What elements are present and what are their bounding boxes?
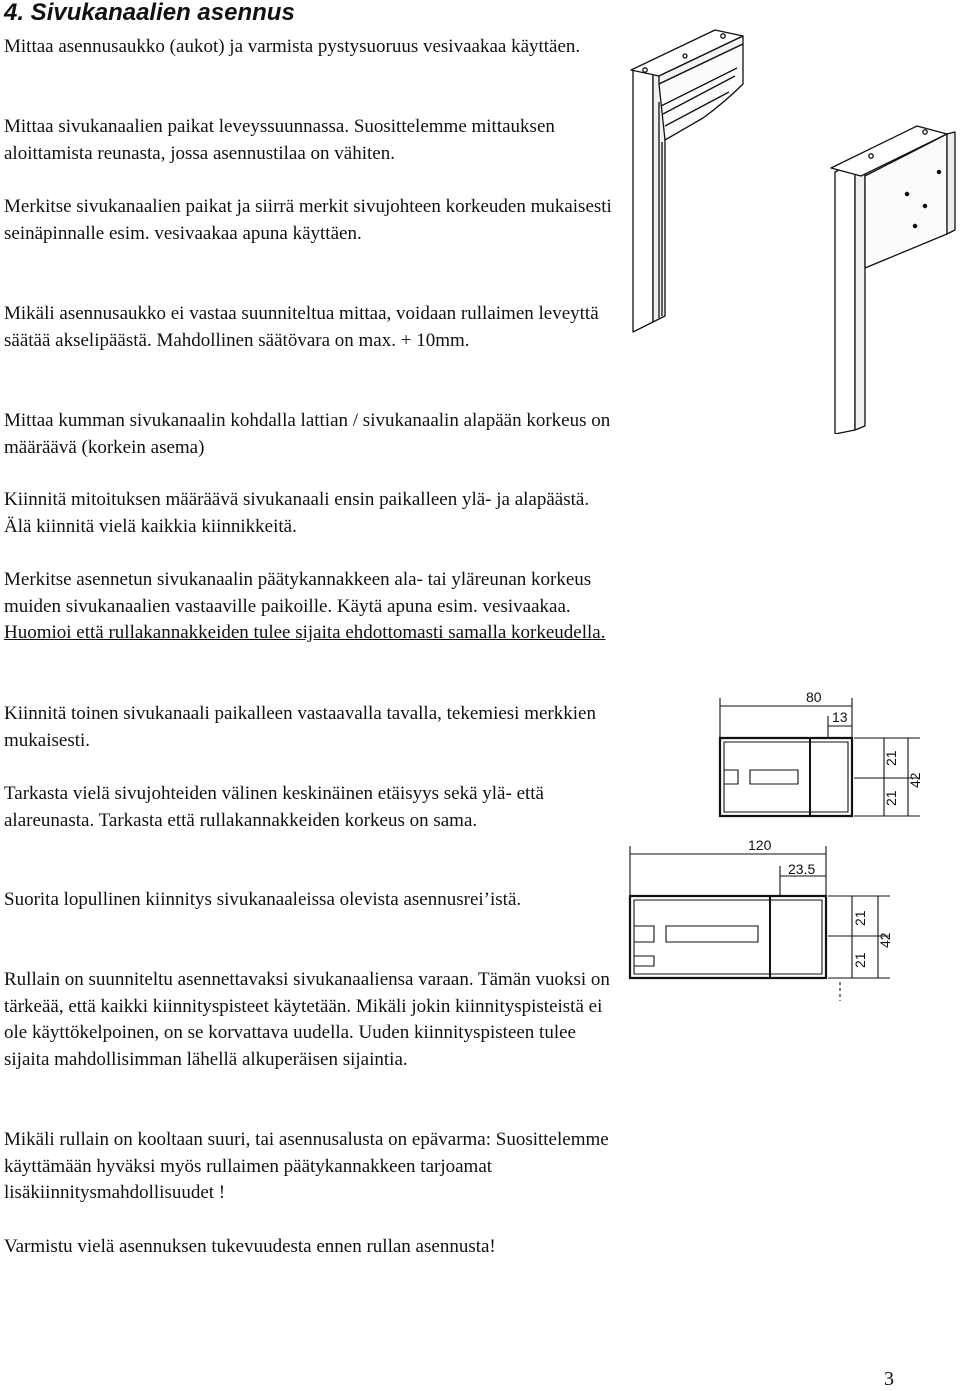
- page-number: 3: [884, 1368, 894, 1390]
- profile-large-offset: 23.5: [788, 861, 816, 877]
- instruction-paragraph: Tarkasta vielä sivujohteiden välinen keskinäinen etäisyys sekä ylä- että alareunasta. Tarkasta että rullakannakkeiden korkeus on sama.: [4, 783, 544, 831]
- profile-large-height: 42: [877, 932, 893, 948]
- profile-small-upper: 21: [883, 750, 899, 766]
- profile-small-height: 42: [907, 772, 923, 788]
- instruction-paragraph: Rullain on suunniteltu asennettavaksi sivukanaaliensa varaan. Tämän vuoksi on tärkeää, että kaikki kiinnityspisteet käytetään. Mikäli jokin kiinnityspisteistä ei ole käyttökelpoinen, on se korvattava uudella. Uuden kiinnityspisteen tulee sijaita mahdollisimman lähellä alkuperäisen sijaintia.: [4, 969, 610, 1070]
- profile-small-lower: 21: [883, 790, 899, 806]
- instruction-paragraph: Mittaa asennusaukko (aukot) ja varmista pystysuoruus vesivaakaa käyttäen.: [4, 36, 581, 57]
- section-heading: 4. Sivukanaalien asennus: [4, 0, 295, 26]
- profile-small-offset: 13: [832, 709, 848, 725]
- profile-large-lower: 21: [852, 952, 868, 968]
- profile-large-upper: 21: [852, 910, 868, 926]
- instruction-paragraph: Varmistu vielä asennuksen tukevuudesta ennen rullan asennusta!: [4, 1236, 496, 1257]
- instruction-paragraph: Mittaa kumman sivukanaalin kohdalla lattian / sivukanaalin alapään korkeus on määräävä (korkein asema): [4, 410, 611, 458]
- instruction-paragraph: Merkitse sivukanaalien paikat ja siirrä merkit sivujohteen korkeuden mukaisesti seinäpinnalle esim. vesivaakaa apuna käyttäen.: [4, 196, 612, 244]
- profile-small-width: 80: [806, 689, 822, 705]
- channel-profile-drawings: [620, 686, 960, 1006]
- emphasis-note: Huomioi että rullakannakkeiden tulee sijaita ehdottomasti samalla korkeudella.: [4, 622, 606, 644]
- instruction-paragraph: Kiinnitä mitoituksen määräävä sivukanaali ensin paikalleen ylä- ja alapäästä. Älä kiinnitä vielä kaikkia kiinnikkeitä.: [4, 489, 590, 537]
- side-channel-isometric-drawing: [625, 22, 960, 434]
- instruction-paragraph: Mikäli asennusaukko ei vastaa suunniteltua mittaa, voidaan rullaimen leveyttä säätää akselipäästä. Mahdollinen säätövara on max. + 10mm.: [4, 303, 599, 351]
- instruction-paragraph: Mittaa sivukanaalien paikat leveyssuunnassa. Suosittelemme mittauksen aloittamista reunasta, jossa asennustilaa on vähiten.: [4, 116, 555, 164]
- profile-large-width: 120: [748, 837, 772, 853]
- instruction-paragraph: Kiinnitä toinen sivukanaali paikalleen vastaavalla tavalla, tekemiesi merkkien mukaisesti.: [4, 703, 596, 751]
- paragraph-text: Merkitse asennetun sivukanaalin päätykannakkeen ala- tai yläreunan korkeus muiden sivukanaalien vastaaville paikoille. Käytä apuna esim. vesivaakaa.: [4, 569, 592, 617]
- instruction-paragraph: Mikäli rullain on kooltaan suuri, tai asennusalusta on epävarma: Suosittelemme käyttämään hyväksi myös rullaimen päätykannakkeen tarjoamat lisäkiinnitysmahdollisuudet !: [4, 1129, 609, 1204]
- instruction-paragraph: [4, 567, 614, 647]
- instruction-paragraph: Suorita lopullinen kiinnitys sivukanaaleissa olevista asennusrei’istä.: [4, 889, 522, 910]
